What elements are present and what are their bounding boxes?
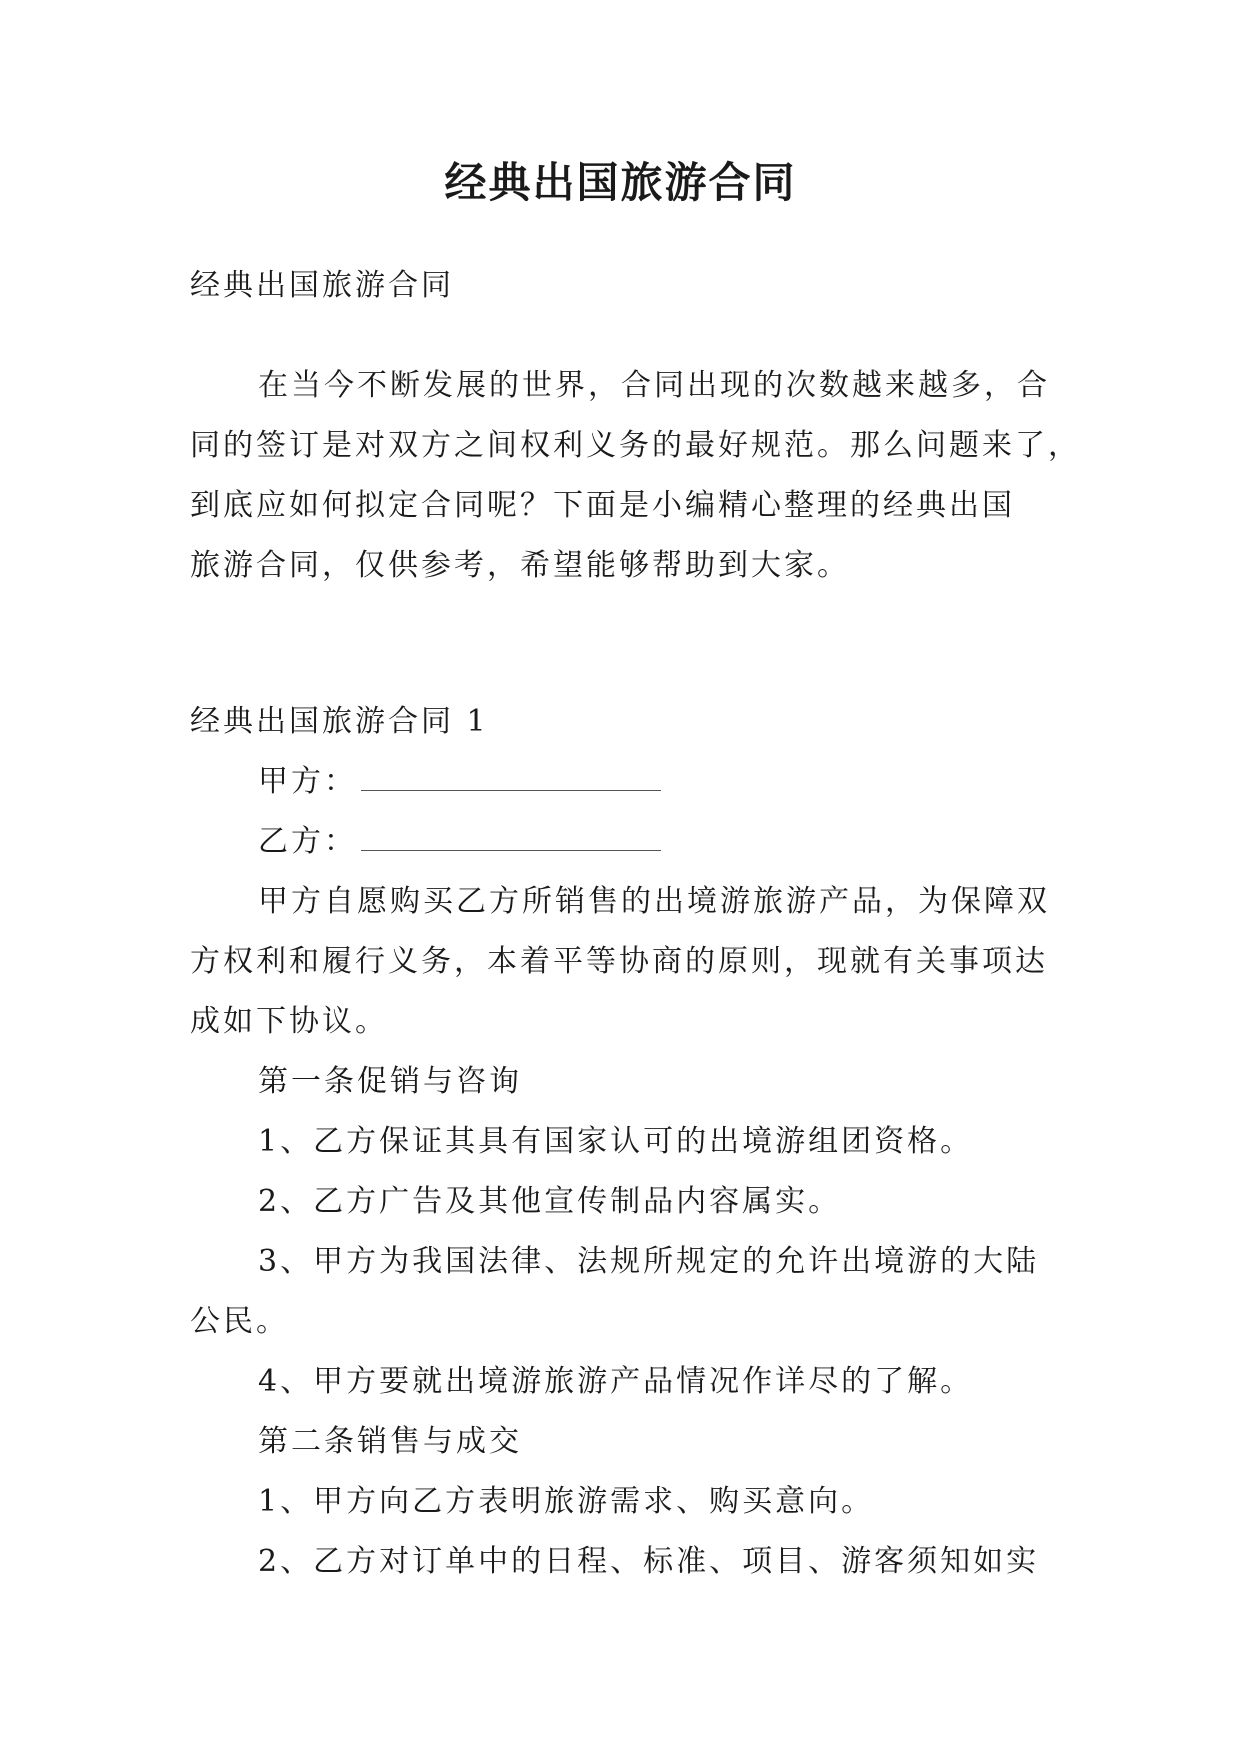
intro-line: 到底应如何拟定合同呢？下面是小编精心整理的经典出国 [190, 488, 1015, 523]
party-a-label: 甲方： [258, 764, 357, 799]
preamble-line: 方权利和履行义务，本着平等协商的原则，现就有关事项达 [190, 944, 1048, 979]
preamble-line: 甲方自愿购买乙方所销售的出境游旅游产品，为保障双 [258, 884, 1050, 919]
party-b-label: 乙方： [258, 824, 357, 859]
party-a-row [190, 752, 1056, 812]
contract-body [190, 692, 1056, 1592]
article-1-item: 4、甲方要就出境游旅游产品情况作详尽的了解。 [258, 1364, 974, 1399]
document-title: 经典出国旅游合同 [444, 158, 797, 207]
article-2-item: 2、乙方对订单中的日程、标准、项目、游客须知如实 [258, 1544, 1040, 1579]
document-subtitle: 经典出国旅游合同 [190, 268, 454, 303]
intro-paragraph [190, 356, 1081, 596]
contract-heading: 经典出国旅游合同 1 [190, 704, 489, 739]
subtitle-block [190, 256, 1056, 316]
party-b-blank [361, 826, 661, 851]
article-2-item: 1、甲方向乙方表明旅游需求、购买意向。 [258, 1484, 875, 1519]
party-b-row [190, 812, 1056, 872]
article-1-item: 2、乙方广告及其他宣传制品内容属实。 [258, 1184, 842, 1219]
intro-line: 旅游合同，仅供参考，希望能够帮助到大家。 [190, 548, 850, 583]
article-2-heading: 第二条销售与成交 [258, 1424, 522, 1459]
intro-line: 在当今不断发展的世界，合同出现的次数越来越多，合 [258, 368, 1050, 403]
article-1-item: 1、乙方保证其具有国家认可的出境游组团资格。 [258, 1124, 974, 1159]
preamble-line: 成如下协议。 [190, 1004, 388, 1039]
party-a-blank [361, 766, 661, 791]
article-1-item-continuation: 公民。 [190, 1304, 289, 1339]
article-1-heading: 第一条促销与咨询 [258, 1064, 522, 1099]
article-1-item: 3、甲方为我国法律、法规所规定的允许出境游的大陆 [258, 1244, 1040, 1279]
intro-line: 同的签订是对双方之间权利义务的最好规范。那么问题来了， [190, 428, 1081, 463]
